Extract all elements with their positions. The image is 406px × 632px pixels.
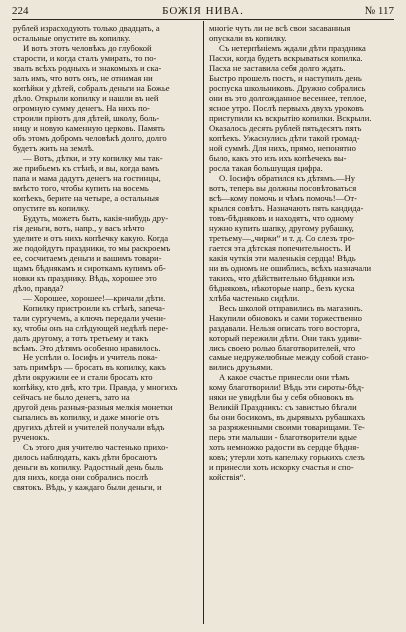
text-line: же подойдутъ праздники, то мы раскроемъ (13, 242, 171, 253)
text-line: деньги въ копилку. Радостный день быль (13, 462, 164, 473)
text-line: перь эти малыши - благотворители вдые (209, 432, 357, 443)
text-line: какія чуткія эти маленькія сердца! Вѣдь (209, 252, 356, 263)
text-line: хлѣба частенько сидѣли. (209, 292, 300, 303)
page-number: 224 (12, 5, 29, 17)
left-column (13, 23, 197, 626)
text-line: Накупили обновокъ и сами торжественно (209, 312, 362, 323)
text-line: Не успѣли о. Іосифъ и учитель пока- (23, 352, 158, 363)
text-line: нужно купить шапку, другому рубашку, (209, 222, 354, 233)
text-line: Съ нетерпѣніемъ ждали дѣти праздника (219, 42, 366, 53)
right-column (209, 23, 393, 626)
text-line: О. Іосифъ обратился къ дѣтямъ.—Ну (219, 172, 356, 183)
text-line: дѣло. Открыли копилку и нашли въ ней (13, 92, 159, 103)
text-line: будетъ жить на землѣ. (13, 142, 95, 153)
text-line: уделите и отъ нихъ копѣечку какую. Когда (13, 232, 169, 243)
text-line: огромную сумму денегъ. На нихъ по- (13, 102, 150, 113)
text-line: бѣдняковъ, нѣкоторые напр., безъ куска (209, 282, 355, 293)
text-line: приступили къ вскрытію копилки. Вскрыли. (209, 112, 372, 123)
text-line: для нихъ, когда они собрались послѣ (13, 472, 149, 483)
text-line: копѣйку, кто двѣ, кто три. Правда, у многихъ (13, 382, 178, 393)
text-line: и принесли хоть искорку счастья и спо- (209, 462, 354, 473)
text-line: гается эта дѣтская попечительность. И (209, 242, 352, 253)
text-line: объ этомъ добромъ человѣкѣ долго, долго (13, 132, 167, 143)
text-line: старости, и когда сталъ умирать, то по- (13, 52, 157, 63)
text-line: лись своею ролью благотворителей, что (209, 342, 356, 353)
text-line: ной суммѣ. Для нихъ, прямо, непонятно (209, 142, 356, 153)
text-line: залъ имъ, что вотъ онъ, не отнимая ни (13, 72, 153, 83)
text-line: Быстро прошелъ постъ, и наступилъ день (209, 72, 362, 83)
text-line: няки не увидѣли бы у себя обновокъ въ (209, 392, 354, 403)
text-line: койствія“. (209, 472, 246, 483)
text-line: хоть немножко радости въ сердце бѣдня- (209, 442, 360, 453)
text-line: новки къ празднику. Вѣдь, хорошее это (13, 272, 157, 283)
text-line: ницу и новую каменную церковь. Память (13, 122, 165, 133)
text-line: ни въ одномъ не ошиблись, всѣхъ назначали (209, 262, 372, 273)
text-line: Будуть, можетъ быть, какія-нибудь дру- (23, 212, 169, 223)
text-line: было, какъ это изъ ихъ копѣечекъ вы- (209, 152, 347, 163)
text-line: Пасхи, когда будетъ вскрываться копилка. (209, 52, 363, 63)
text-line: звалъ всѣхъ родныхъ и знакомыхъ и ска- (13, 62, 162, 73)
text-line: крылся совѣтъ. Назначають пять кандида- (209, 202, 364, 213)
text-line: ковъ; утерли хоть капельку горькихъ слезъ (209, 452, 365, 463)
text-line: который пережили дѣти. Они такъ удиви- (209, 332, 362, 343)
text-line: за разряженными своими товарищами. Те- (209, 422, 365, 433)
text-line: кому благотворили! Вѣдь эти сироты-бѣд- (209, 382, 364, 393)
text-line: роспуска школьниковъ. Дружно собрались (209, 82, 366, 93)
text-line: бы они босикомъ, въ дырявыхъ рубашкахъ (209, 412, 365, 423)
text-line: товъ-бѣдняковъ и находятъ, что одному (209, 212, 354, 223)
running-header (12, 4, 394, 20)
text-line: Копилку пристроили къ стѣнѣ, запеча- (23, 302, 165, 313)
text-line: такихъ, что дѣйствительно бѣдняки изъ (209, 272, 355, 283)
text-line: дилось наблюдать, какъ дѣти бросаютъ (13, 452, 158, 463)
text-line: копѣекъ, берите на четыре, а остальныя (13, 192, 159, 203)
text-line: дѣти окружили ее и стали бросать кто (13, 372, 153, 383)
text-line: тали сургучемъ, а ключъ передали учени- (13, 312, 166, 323)
text-line: ку, чтобы онъ на слѣдующей недѣлѣ пере- (13, 322, 169, 333)
text-line: же прибьемъ къ стѣнѣ, и вы, когда вамъ (13, 162, 159, 173)
text-line: строили пріютъ для дѣтей, школу, боль- (13, 112, 160, 123)
text-line: опустите въ копилку. (13, 202, 90, 213)
journal-title: БОЖІЯ НИВА. (162, 5, 244, 17)
text-line: копѣекъ. Ужаснулись дѣти такой громад- (209, 132, 360, 143)
text-line: Весь школой отправились въ магазинъ. (219, 302, 363, 313)
text-line: раздавали. Нельзя описать того восторга, (209, 322, 360, 333)
header-rule (12, 19, 394, 20)
text-line: копѣйки у дѣтей, собралъ деньги на Божье (13, 82, 170, 93)
text-line: другой день разныя-разныя мелкія монетки (13, 402, 173, 413)
text-line: А какое счастье принесли они тѣмъ (219, 372, 350, 383)
text-line: щамъ бѣднякамъ и сироткамъ купимъ об- (13, 262, 166, 273)
text-line: Оказалось десять рублей пятьдесятъ пять (209, 122, 362, 133)
text-line: многіе чуть ли не всѣ свои засаванныя (209, 23, 351, 33)
text-line: третьему—„чирки“ и т. д. Со слезъ тро- (209, 232, 355, 243)
text-line: вотъ, теперь вы должны посовѣтоваться (209, 182, 357, 193)
column-divider (203, 21, 204, 624)
text-line: другихъ дѣтей и учителей получали вѣдъ (13, 422, 165, 433)
text-line: вились друзьями. (209, 362, 273, 373)
text-line: гія деньги, вотъ, напр., у васъ нѣчто (13, 222, 145, 233)
text-line: сыпались въ копилку, и даже многіе отъ (13, 412, 159, 423)
text-line: Пасха не заставила себя долго ждать. (209, 62, 346, 73)
text-line: зать примѣръ — бросать въ копилку, какъ (13, 362, 166, 373)
text-line: рученокъ. (13, 432, 50, 443)
text-line: ясное утро. Послѣ первыхъ двухъ уроковъ (209, 102, 364, 113)
text-line: И вотъ этотъ человѣкъ до глубокой (23, 42, 152, 53)
text-line: остальные опустите въ копилку. (13, 32, 131, 43)
text-line: сейчасъ не было денегъ, зато на (13, 392, 130, 403)
text-line: самые недружелюбные между собой стано- (209, 352, 369, 363)
text-line: росла такая большущая цифра. (209, 162, 323, 173)
text-line: Великій Праздникъ: съ завистью бѣгали (209, 402, 357, 413)
text-line: папа и мама дадутъ денегъ на гостинцы, (13, 172, 161, 183)
text-line: дѣло, правда? (13, 282, 64, 293)
text-line: рублей израсходують только двадцать, а (13, 23, 160, 33)
text-line: Съ этого дня учителю частенько прихо- (23, 442, 169, 453)
text-line: ее, сосчитаемъ деньги и вашимъ товари- (13, 252, 162, 263)
text-line: всѣ—кому помочь и чѣмъ помочь!—От- (209, 192, 358, 203)
text-line: святокъ. Вѣдь, у каждаго были деньги, и (13, 482, 162, 493)
text-line: всѣмъ. Это дѣтямъ особенно нравилось. (13, 342, 161, 353)
issue-number: № 117 (364, 5, 394, 17)
text-line: — Хорошее, хорошее!—кричали дѣти. (23, 292, 166, 303)
text-line: опускали въ копилку. (209, 32, 287, 43)
text-line: — Вотъ, дѣтки, и эту копилку мы так- (23, 152, 163, 163)
text-line: они въ это долгожданное весеннее, теплое, (209, 92, 367, 103)
text-line: далъ другому, а тотъ третьему и такъ (13, 332, 149, 343)
text-line: вмѣсто того, чтобы купить на восемь (13, 182, 149, 193)
